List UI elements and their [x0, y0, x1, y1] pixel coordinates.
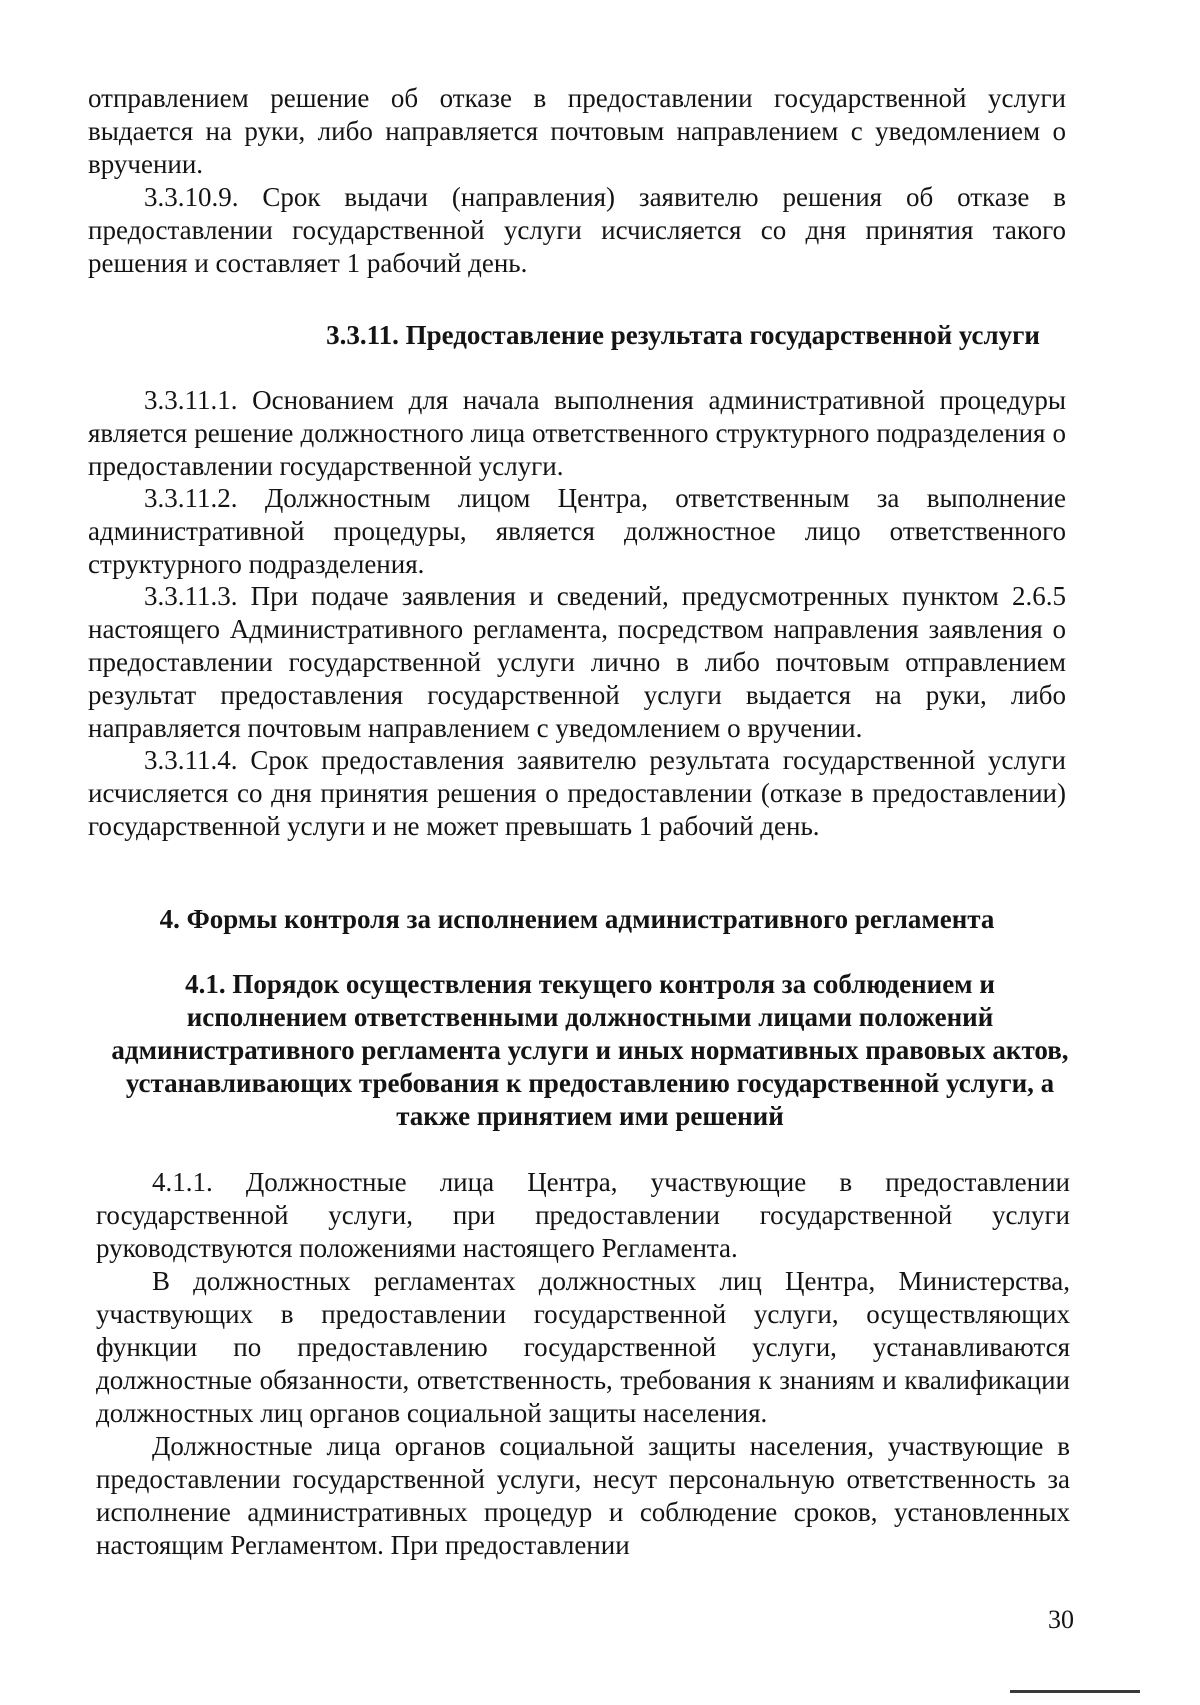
- paragraph-reglaments: В должностных регламентах должностных лиц Центра, Министерства, участвующих в предоставлении государственной услуги, осуществляющих функции по предоставлению государственной услуги, устанавливаются должностные обязанности, ответственность, требования к знаниям и квалификации должностных лиц органов социальной защиты населения.: [96, 1266, 1070, 1428]
- scan-edge-mark: [1010, 1690, 1140, 1693]
- paragraph-3-3-11-2: 3.3.11.2. Должностным лицом Центра, ответственным за выполнение административной процедуры, является должностное лицо ответственного структурного подразделения.: [88, 483, 1066, 579]
- paragraph-4-1-1: 4.1.1. Должностные лица Центра, участвующие в предоставлении государственной услуги, при предоставлении государственной услуги руководствуются положениями настоящего Регламента.: [96, 1167, 1070, 1263]
- section-heading-3-3-11: 3.3.11. Предоставление результата государственной услуги: [326, 320, 1040, 350]
- paragraph-responsibility: Должностные лица органов социальной защиты населения, участвующие в предоставлении государственной услуги, несут персональную ответственность за исполнение административных процедур и соблюдение сроков, установленных настоящим Регламентом. При предоставлении: [96, 1431, 1070, 1560]
- paragraph-3-3-11-1: 3.3.11.1. Основанием для начала выполнения административной процедуры является решение должностного лица ответственного структурного подразделения о предоставлении государственной услуги.: [88, 385, 1066, 481]
- paragraph-3-3-11-3: 3.3.11.3. При подаче заявления и сведений, предусмотренных пунктом 2.6.5 настоящего Административного регламента, посредством направления заявления о предоставлении государственной услуги лично в либо почтовым отправлением результат предоставления государственной услуги выдается на руки, либо направляется почтовым направлением с уведомлением о вручении.: [88, 581, 1066, 743]
- paragraph-intro: отправлением решение об отказе в предоставлении государственной услуги выдается на руки, либо направляется почтовым направлением с уведомлением о вручении.: [88, 83, 1066, 179]
- page-number: 30: [1048, 1605, 1074, 1634]
- section-heading-4: 4. Формы контроля за исполнением административного регламента: [159, 904, 995, 934]
- paragraph-3-3-11-4: 3.3.11.4. Срок предоставления заявителю результата государственной услуги исчисляется со дня принятия решения о предоставлении (отказе в предоставлении) государственной услуги и не может превышать 1 рабочий день.: [88, 745, 1066, 841]
- paragraph-3-3-10-9: 3.3.10.9. Срок выдачи (направления) заявителю решения об отказе в предоставлении государственной услуги исчисляется со дня принятия такого решения и составляет 1 рабочий день.: [88, 182, 1066, 278]
- section-heading-4-1: 4.1. Порядок осуществления текущего контроля за соблюдением и исполнением ответственными должностными лицами положений административного регламента услуги и иных нормативных правовых актов, устанавливающих требования к предоставлению государственной услуги, а также принятием ими решений: [111, 969, 1069, 1131]
